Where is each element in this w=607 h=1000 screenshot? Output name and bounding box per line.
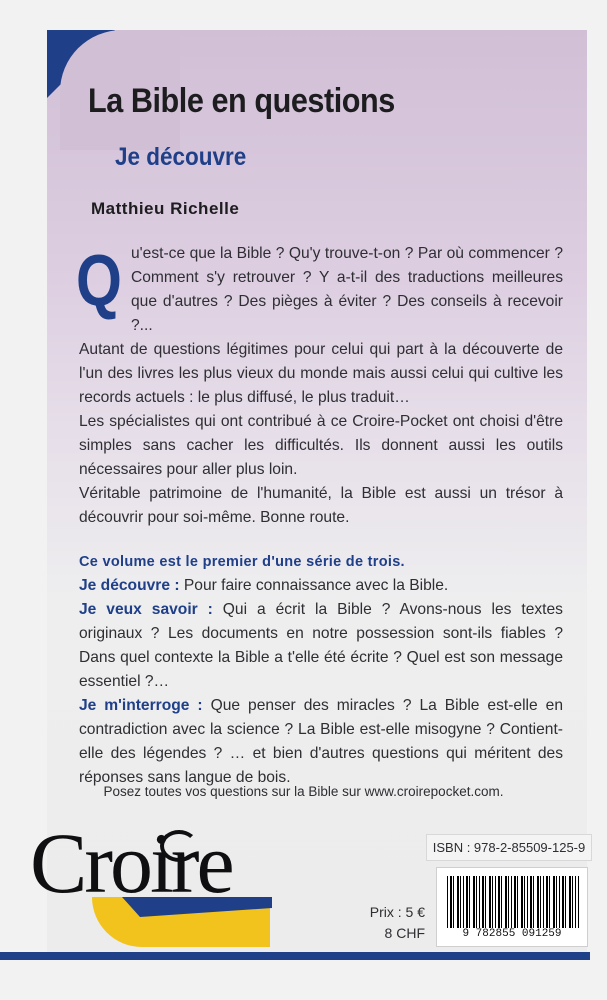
price-eur: Prix : 5 € — [369, 904, 425, 920]
series-item-text: Pour faire connaissance avec la Bible. — [179, 577, 449, 594]
blurb-paragraph: Véritable patrimoine de l'humanité, la Bible est aussi un trésor à découvrir pour soi-même. Bonne route. — [79, 485, 563, 526]
series-item — [79, 574, 563, 598]
blurb-paragraph: Autant de questions légitimes pour celui qui part à la découverte de l'un des livres les plus vieux du monde mais aussi celui qui cultive les records actuels : le plus diffusé, le plus traduit… — [79, 341, 563, 406]
series-item-lead: Je m'interroge : — [79, 697, 203, 714]
series-item — [79, 598, 563, 694]
blurb-paragraph: u'est-ce que la Bible ? Qu'y trouve-t-on ? Par où commencer ? Comment s'y retrouver ? Y a-t-il des traductions meilleures que d'autres ? Des pièges à éviter ? Des conseils à recevoir ?... — [131, 245, 563, 334]
isbn-label: ISBN : 978-2-85509-125-9 — [426, 834, 592, 861]
blurb-paragraph: Les spécialistes qui ont contribué à ce Croire-Pocket ont choisi d'être simples sans cacher les difficultés. Ils donnent aussi les outils nécessaires pour aller plus loin. — [79, 413, 563, 478]
series-item-lead: Je veux savoir : — [79, 601, 213, 618]
author-name: Matthieu Richelle — [91, 199, 240, 218]
logo-ring-icon — [160, 830, 198, 862]
series-item — [79, 694, 563, 790]
drop-cap: Q — [76, 241, 122, 321]
series-item-text: Qui a écrit la Bible ? Avons-nous les textes originaux ? Les documents en notre possession sont-ils fiables ? Dans quel contexte la Bible a t'elle été écrite ? Quel est son message essentiel ?… — [79, 601, 563, 690]
series-section — [79, 550, 563, 790]
book-title: La Bible en questions — [88, 82, 395, 120]
croire-logo — [30, 815, 245, 940]
series-item-lead: Je découvre : — [79, 577, 180, 594]
barcode-bars — [447, 876, 579, 928]
series-item-text: Que penser des miracles ? La Bible est-elle en contradiction avec la science ? La Bible est-elle misogyne ? Contient-elle des légendes ? … et bien d'autres questions qui méritent des réponses sans langue de bois. — [79, 697, 563, 786]
price-chf: 8 CHF — [384, 925, 425, 941]
book-subtitle: Je découvre — [115, 143, 247, 171]
price — [335, 902, 425, 944]
barcode-digits: 9 782855 091259 — [462, 928, 562, 940]
barcode — [436, 867, 588, 947]
series-intro: Ce volume est le premier d'une série de trois. — [79, 554, 405, 570]
contact-line: Posez toutes vos questions sur la Bible sur www.croirepocket.com. — [103, 784, 504, 799]
blurb-text — [79, 242, 563, 530]
logo-text: Croire — [30, 815, 232, 911]
bottom-bar — [0, 952, 590, 960]
